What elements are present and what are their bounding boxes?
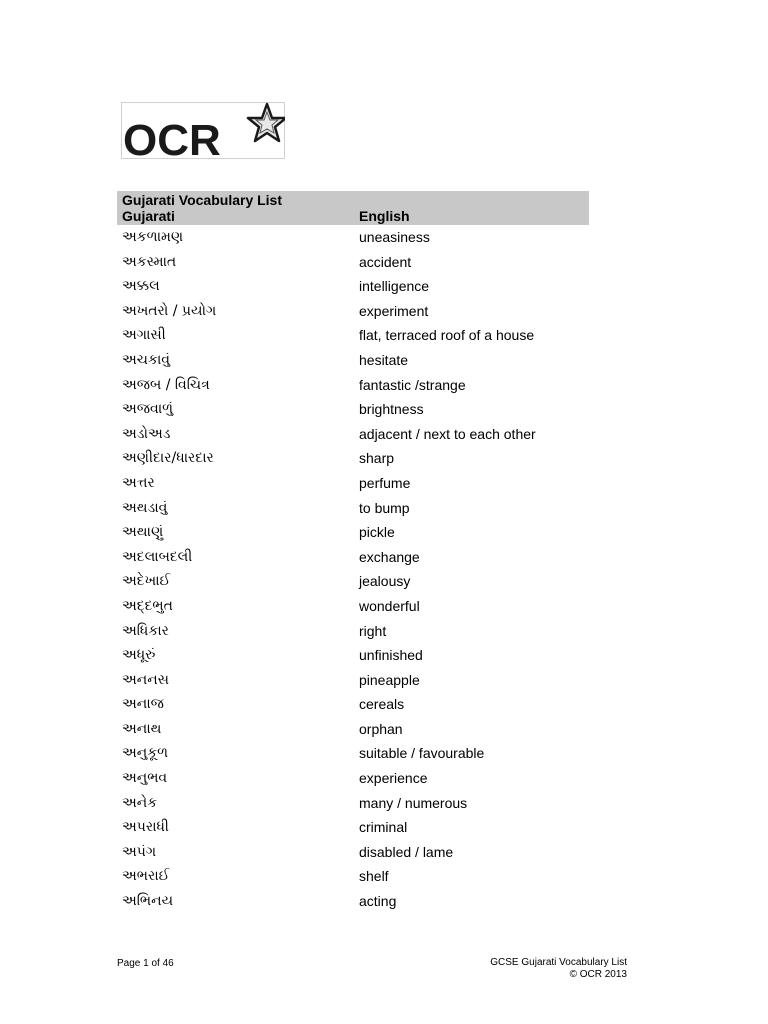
cell-english: pickle bbox=[359, 524, 395, 541]
cell-gujarati: અદલાબદલી bbox=[122, 548, 193, 565]
cell-gujarati: અક્કલ bbox=[122, 278, 160, 295]
cell-gujarati: અથાણું bbox=[122, 524, 164, 541]
table-row bbox=[117, 717, 589, 742]
cell-english: adjacent / next to each other bbox=[359, 425, 536, 442]
ocr-logo bbox=[121, 102, 285, 159]
table-row bbox=[117, 569, 589, 594]
cell-english: jealousy bbox=[359, 573, 411, 590]
table-row bbox=[117, 889, 589, 914]
cell-gujarati: અગાસી bbox=[122, 327, 166, 344]
cell-gujarati: અભરાઈ bbox=[122, 868, 170, 885]
table-row bbox=[117, 594, 589, 619]
cell-english: intelligence bbox=[359, 278, 430, 295]
table-row bbox=[117, 766, 589, 791]
cell-english: criminal bbox=[359, 819, 408, 836]
cell-english: suitable / favourable bbox=[359, 745, 485, 762]
table-row bbox=[117, 446, 589, 471]
cell-gujarati: અજબ / વિચિત્ર bbox=[122, 376, 210, 393]
cell-english: exchange bbox=[359, 548, 420, 565]
cell-english: uneasiness bbox=[359, 229, 430, 245]
table-row bbox=[117, 815, 589, 840]
cell-english: experiment bbox=[359, 302, 429, 319]
cell-gujarati: અધૂરું bbox=[122, 647, 156, 664]
cell-english: fantastic /strange bbox=[359, 376, 466, 393]
cell-gujarati: અનાથ bbox=[122, 720, 162, 737]
footer-info bbox=[490, 957, 627, 981]
logo-text: OCR bbox=[123, 116, 221, 159]
table-row bbox=[117, 840, 589, 865]
table-row bbox=[117, 373, 589, 398]
cell-gujarati: અપંગ bbox=[122, 843, 157, 860]
column-header-english: English bbox=[359, 208, 410, 224]
table-row bbox=[117, 496, 589, 521]
cell-english: disabled / lame bbox=[359, 843, 454, 860]
cell-gujarati: અકસ્માત bbox=[122, 253, 177, 270]
table-header bbox=[117, 191, 589, 225]
table-body bbox=[117, 225, 589, 914]
table-row bbox=[117, 692, 589, 717]
cell-english: perfume bbox=[359, 474, 411, 491]
cell-gujarati: અનુભવ bbox=[122, 770, 168, 787]
ocr-logo-icon bbox=[121, 102, 285, 159]
cell-english: flat, terraced roof of a house bbox=[359, 327, 535, 344]
cell-english: wonderful bbox=[359, 597, 420, 614]
cell-english: cereals bbox=[359, 696, 405, 713]
table-row bbox=[117, 668, 589, 693]
table-row bbox=[117, 348, 589, 373]
cell-english: acting bbox=[359, 893, 397, 910]
table-row bbox=[117, 323, 589, 348]
cell-gujarati: અધિકાર bbox=[122, 622, 169, 639]
footer-copyright: © OCR 2013 bbox=[569, 969, 627, 980]
table-title: Gujarati Vocabulary List bbox=[122, 192, 283, 208]
cell-gujarati: અચકાવું bbox=[122, 351, 171, 368]
cell-gujarati: અદેખાઈ bbox=[122, 573, 171, 590]
cell-gujarati: અપરાધી bbox=[122, 819, 169, 836]
vocabulary-table bbox=[117, 191, 589, 914]
cell-gujarati: અભિનય bbox=[122, 893, 174, 910]
cell-gujarati: અનેક bbox=[122, 794, 158, 811]
table-row bbox=[117, 545, 589, 570]
cell-english: unfinished bbox=[359, 647, 423, 664]
footer-doc-title: GCSE Gujarati Vocabulary List bbox=[490, 957, 627, 968]
cell-gujarati: અડોઅડ bbox=[122, 425, 171, 442]
cell-english: many / numerous bbox=[359, 794, 468, 811]
table-row bbox=[117, 864, 589, 889]
table-row bbox=[117, 643, 589, 668]
cell-gujarati: અજવાળું bbox=[122, 401, 174, 418]
table-row bbox=[117, 471, 589, 496]
cell-gujarati: અકળામણ bbox=[122, 229, 184, 245]
cell-gujarati: અણીદાર/ધારદાર bbox=[122, 450, 214, 467]
table-row bbox=[117, 520, 589, 545]
cell-gujarati: અનુકૂળ bbox=[122, 745, 169, 762]
table-row bbox=[117, 619, 589, 644]
cell-gujarati: અખતરો / પ્રયોગ bbox=[122, 302, 217, 319]
table-row bbox=[117, 422, 589, 447]
page-number: Page 1 of 46 bbox=[117, 958, 174, 969]
cell-english: right bbox=[359, 622, 387, 639]
cell-gujarati: અત્તર bbox=[122, 474, 155, 491]
cell-gujarati: અનનસ bbox=[122, 671, 169, 688]
cell-english: hesitate bbox=[359, 351, 409, 368]
cell-gujarati: અનાજ bbox=[122, 696, 164, 713]
cell-english: sharp bbox=[359, 450, 395, 467]
table-row bbox=[117, 741, 589, 766]
cell-english: to bump bbox=[359, 499, 410, 516]
cell-english: accident bbox=[359, 253, 412, 270]
table-row bbox=[117, 225, 589, 250]
table-row bbox=[117, 250, 589, 275]
column-header-gujarati: Gujarati bbox=[122, 208, 175, 224]
cell-english: orphan bbox=[359, 720, 403, 737]
table-row bbox=[117, 274, 589, 299]
cell-gujarati: અથડાવું bbox=[122, 499, 168, 516]
cell-english: shelf bbox=[359, 868, 389, 885]
cell-english: brightness bbox=[359, 401, 424, 418]
table-row bbox=[117, 791, 589, 816]
cell-english: pineapple bbox=[359, 671, 420, 688]
table-row bbox=[117, 397, 589, 422]
cell-english: experience bbox=[359, 770, 428, 787]
cell-gujarati: અદ્દભુત bbox=[122, 597, 173, 614]
table-row bbox=[117, 299, 589, 324]
